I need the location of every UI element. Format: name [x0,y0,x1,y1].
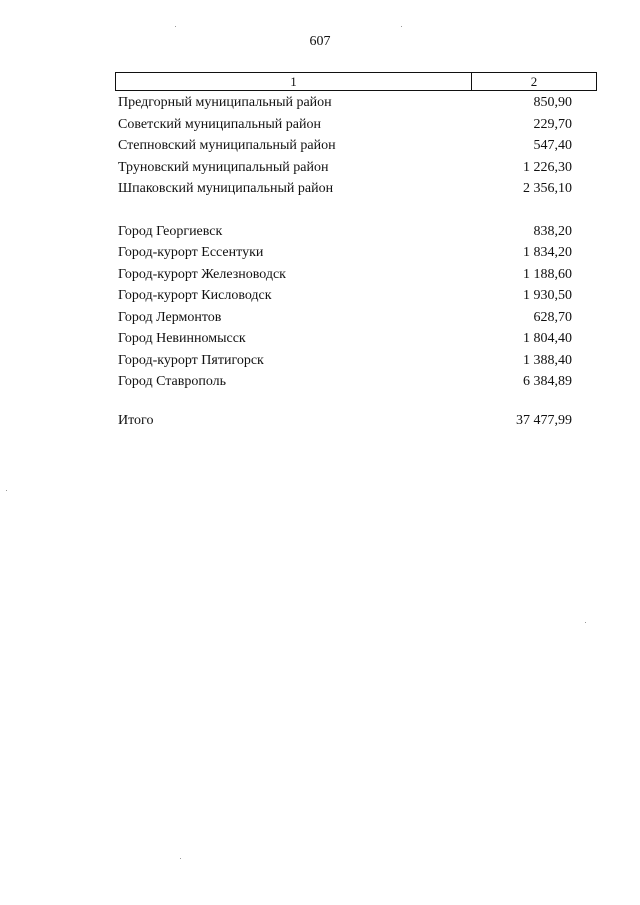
row-value: 1 834,20 [523,245,572,260]
row-name: Предгорный муниципальный район [118,95,332,110]
scan-speck [175,26,176,27]
row-name: Шпаковский муниципальный район [118,181,334,196]
row-value: 2 356,10 [523,181,572,196]
total-label: Итого [118,412,154,428]
row-value: 1 188,60 [523,266,572,282]
scan-speck [180,858,181,859]
scan-speck [585,622,586,623]
row-name: Город Невинномысск [118,331,246,346]
scan-speck [6,490,7,491]
page-number: 607 [309,34,331,49]
row-name: Город Георгиевск [118,223,223,239]
header-col-1: 1 [116,73,472,90]
row-name: Город-курорт Ессентуки [118,245,264,260]
row-value: 547,40 [533,138,572,153]
header-col-2: 2 [530,74,538,89]
row-value: 1 930,50 [523,288,572,303]
table-row [118,242,572,264]
row-value: 1 226,30 [523,159,572,175]
table-row [118,328,572,350]
table-row [118,114,572,136]
row-name: Город-курорт Кисловодск [118,288,272,303]
row-value: 229,70 [533,116,572,132]
total-row [118,410,572,432]
table-row [118,371,572,393]
row-value: 6 384,89 [523,374,572,389]
row-name: Город-курорт Железноводск [118,266,286,282]
row-name: Труновский муниципальный район [118,159,329,175]
table-row [118,285,572,307]
table-body [118,92,572,431]
table-row [118,157,572,179]
table-row [118,221,572,243]
row-value: 628,70 [533,309,572,325]
row-value: 850,90 [533,95,572,110]
table-row [118,178,572,200]
row-name: Город-курорт Пятигорск [118,352,264,368]
table-row [118,92,572,114]
section-spacer [118,200,572,221]
row-name: Город Лермонтов [118,309,222,325]
table-row [118,264,572,286]
table-row [118,135,572,157]
total-value: 37 477,99 [516,412,572,428]
table-row [118,350,572,372]
row-value: 1 804,40 [523,331,572,346]
row-value: 1 388,40 [523,352,572,368]
row-value: 838,20 [533,223,572,239]
row-name: Город Ставрополь [118,374,227,389]
section-spacer [118,393,572,410]
table-row [118,307,572,329]
row-name: Степновский муниципальный район [118,138,336,153]
table-header [115,72,597,91]
row-name: Советский муниципальный район [118,116,321,132]
scan-speck [401,26,402,27]
